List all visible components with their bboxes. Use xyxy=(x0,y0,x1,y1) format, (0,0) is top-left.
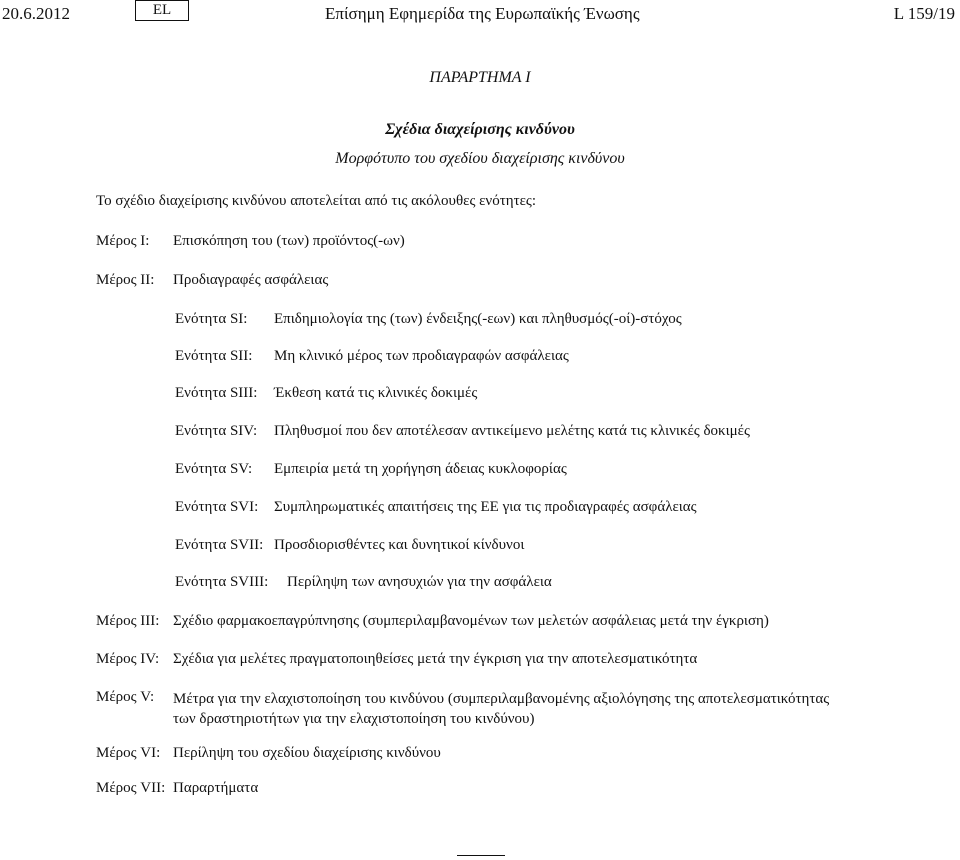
document-title: Σχέδια διαχείρισης κινδύνου xyxy=(385,121,575,138)
part-text: Επισκόπηση του (των) προϊόντος(-ων) xyxy=(173,233,405,249)
part-label: Μέρος II: xyxy=(96,272,155,288)
intro-paragraph: Το σχέδιο διαχείρισης κινδύνου αποτελείται από τις ακόλουθες ενότητες: xyxy=(96,193,537,209)
section-label: Ενότητα SII: xyxy=(175,348,253,364)
part-text: Παραρτήματα xyxy=(173,780,259,796)
part-label: Μέρος III: xyxy=(96,613,160,629)
part-label: Μέρος VII: xyxy=(96,780,166,796)
section-text: Μη κλινικό μέρος των προδιαγραφών ασφάλειας xyxy=(274,348,569,364)
journal-title: Επίσημη Εφημερίδα της Ευρωπαϊκής Ένωσης xyxy=(325,4,640,23)
part-label: Μέρος I: xyxy=(96,233,150,249)
section-text: Εμπειρία μετά τη χορήγηση άδειας κυκλοφορίας xyxy=(274,461,567,477)
document-subtitle: Μορφότυπο του σχεδίου διαχείρισης κινδύνου xyxy=(335,150,625,167)
section-text: Περίληψη των ανησυχιών για την ασφάλεια xyxy=(287,574,552,590)
part-text: Μέτρα για την ελαχιστοποίηση του κινδύνου (συμπεριλαμβανομένης αξιολόγησης της αποτελεσματικότητας των δραστηριοτήτων για την ελαχιστοποίηση του κινδύνου) xyxy=(173,691,830,727)
section-label: Ενότητα SIV: xyxy=(175,423,258,439)
section-text: Έκθεση κατά τις κλινικές δοκιμές xyxy=(274,385,478,401)
part-text: Σχέδια για μελέτες πραγματοποιηθείσες μετά την έγκριση για την αποτελεσματικότητα xyxy=(173,651,698,667)
section-text: Προσδιορισθέντες και δυνητικοί κίνδυνοι xyxy=(274,537,525,553)
section-label: Ενότητα SV: xyxy=(175,461,253,477)
footer-divider xyxy=(457,855,505,856)
part-label: Μέρος V: xyxy=(96,689,155,705)
publication-date: 20.6.2012 xyxy=(2,4,70,23)
page-header xyxy=(0,0,960,40)
part-text: Προδιαγραφές ασφάλειας xyxy=(173,272,329,288)
section-label: Ενότητα SVII: xyxy=(175,537,264,553)
language-badge: EL xyxy=(135,0,189,21)
section-text: Επιδημιολογία της (των) ένδειξης(-εων) και πληθυσμός(-οί)-στόχος xyxy=(274,311,682,327)
section-label: Ενότητα SIII: xyxy=(175,385,258,401)
section-label: Ενότητα SVIII: xyxy=(175,574,269,590)
part-label: Μέρος VI: xyxy=(96,745,161,761)
part-text: Σχέδιο φαρμακοεπαγρύπνησης (συμπεριλαμβανομένων των μελετών ασφάλειας μετά την έγκριση) xyxy=(173,613,769,629)
part-text: Περίληψη του σχεδίου διαχείρισης κινδύνου xyxy=(173,745,441,761)
part-label: Μέρος IV: xyxy=(96,651,160,667)
annex-heading: ΠΑΡΑΡΤΗΜΑ I xyxy=(429,69,531,86)
section-label: Ενότητα SI: xyxy=(175,311,248,327)
section-label: Ενότητα SVI: xyxy=(175,499,259,515)
section-text: Πληθυσμοί που δεν αποτέλεσαν αντικείμενο μελέτης κατά τις κλινικές δοκιμές xyxy=(274,423,750,439)
section-text: Συμπληρωματικές απαιτήσεις της ΕΕ για τις προδιαγραφές ασφάλειας xyxy=(274,499,697,515)
page-reference: L 159/19 xyxy=(893,4,955,23)
